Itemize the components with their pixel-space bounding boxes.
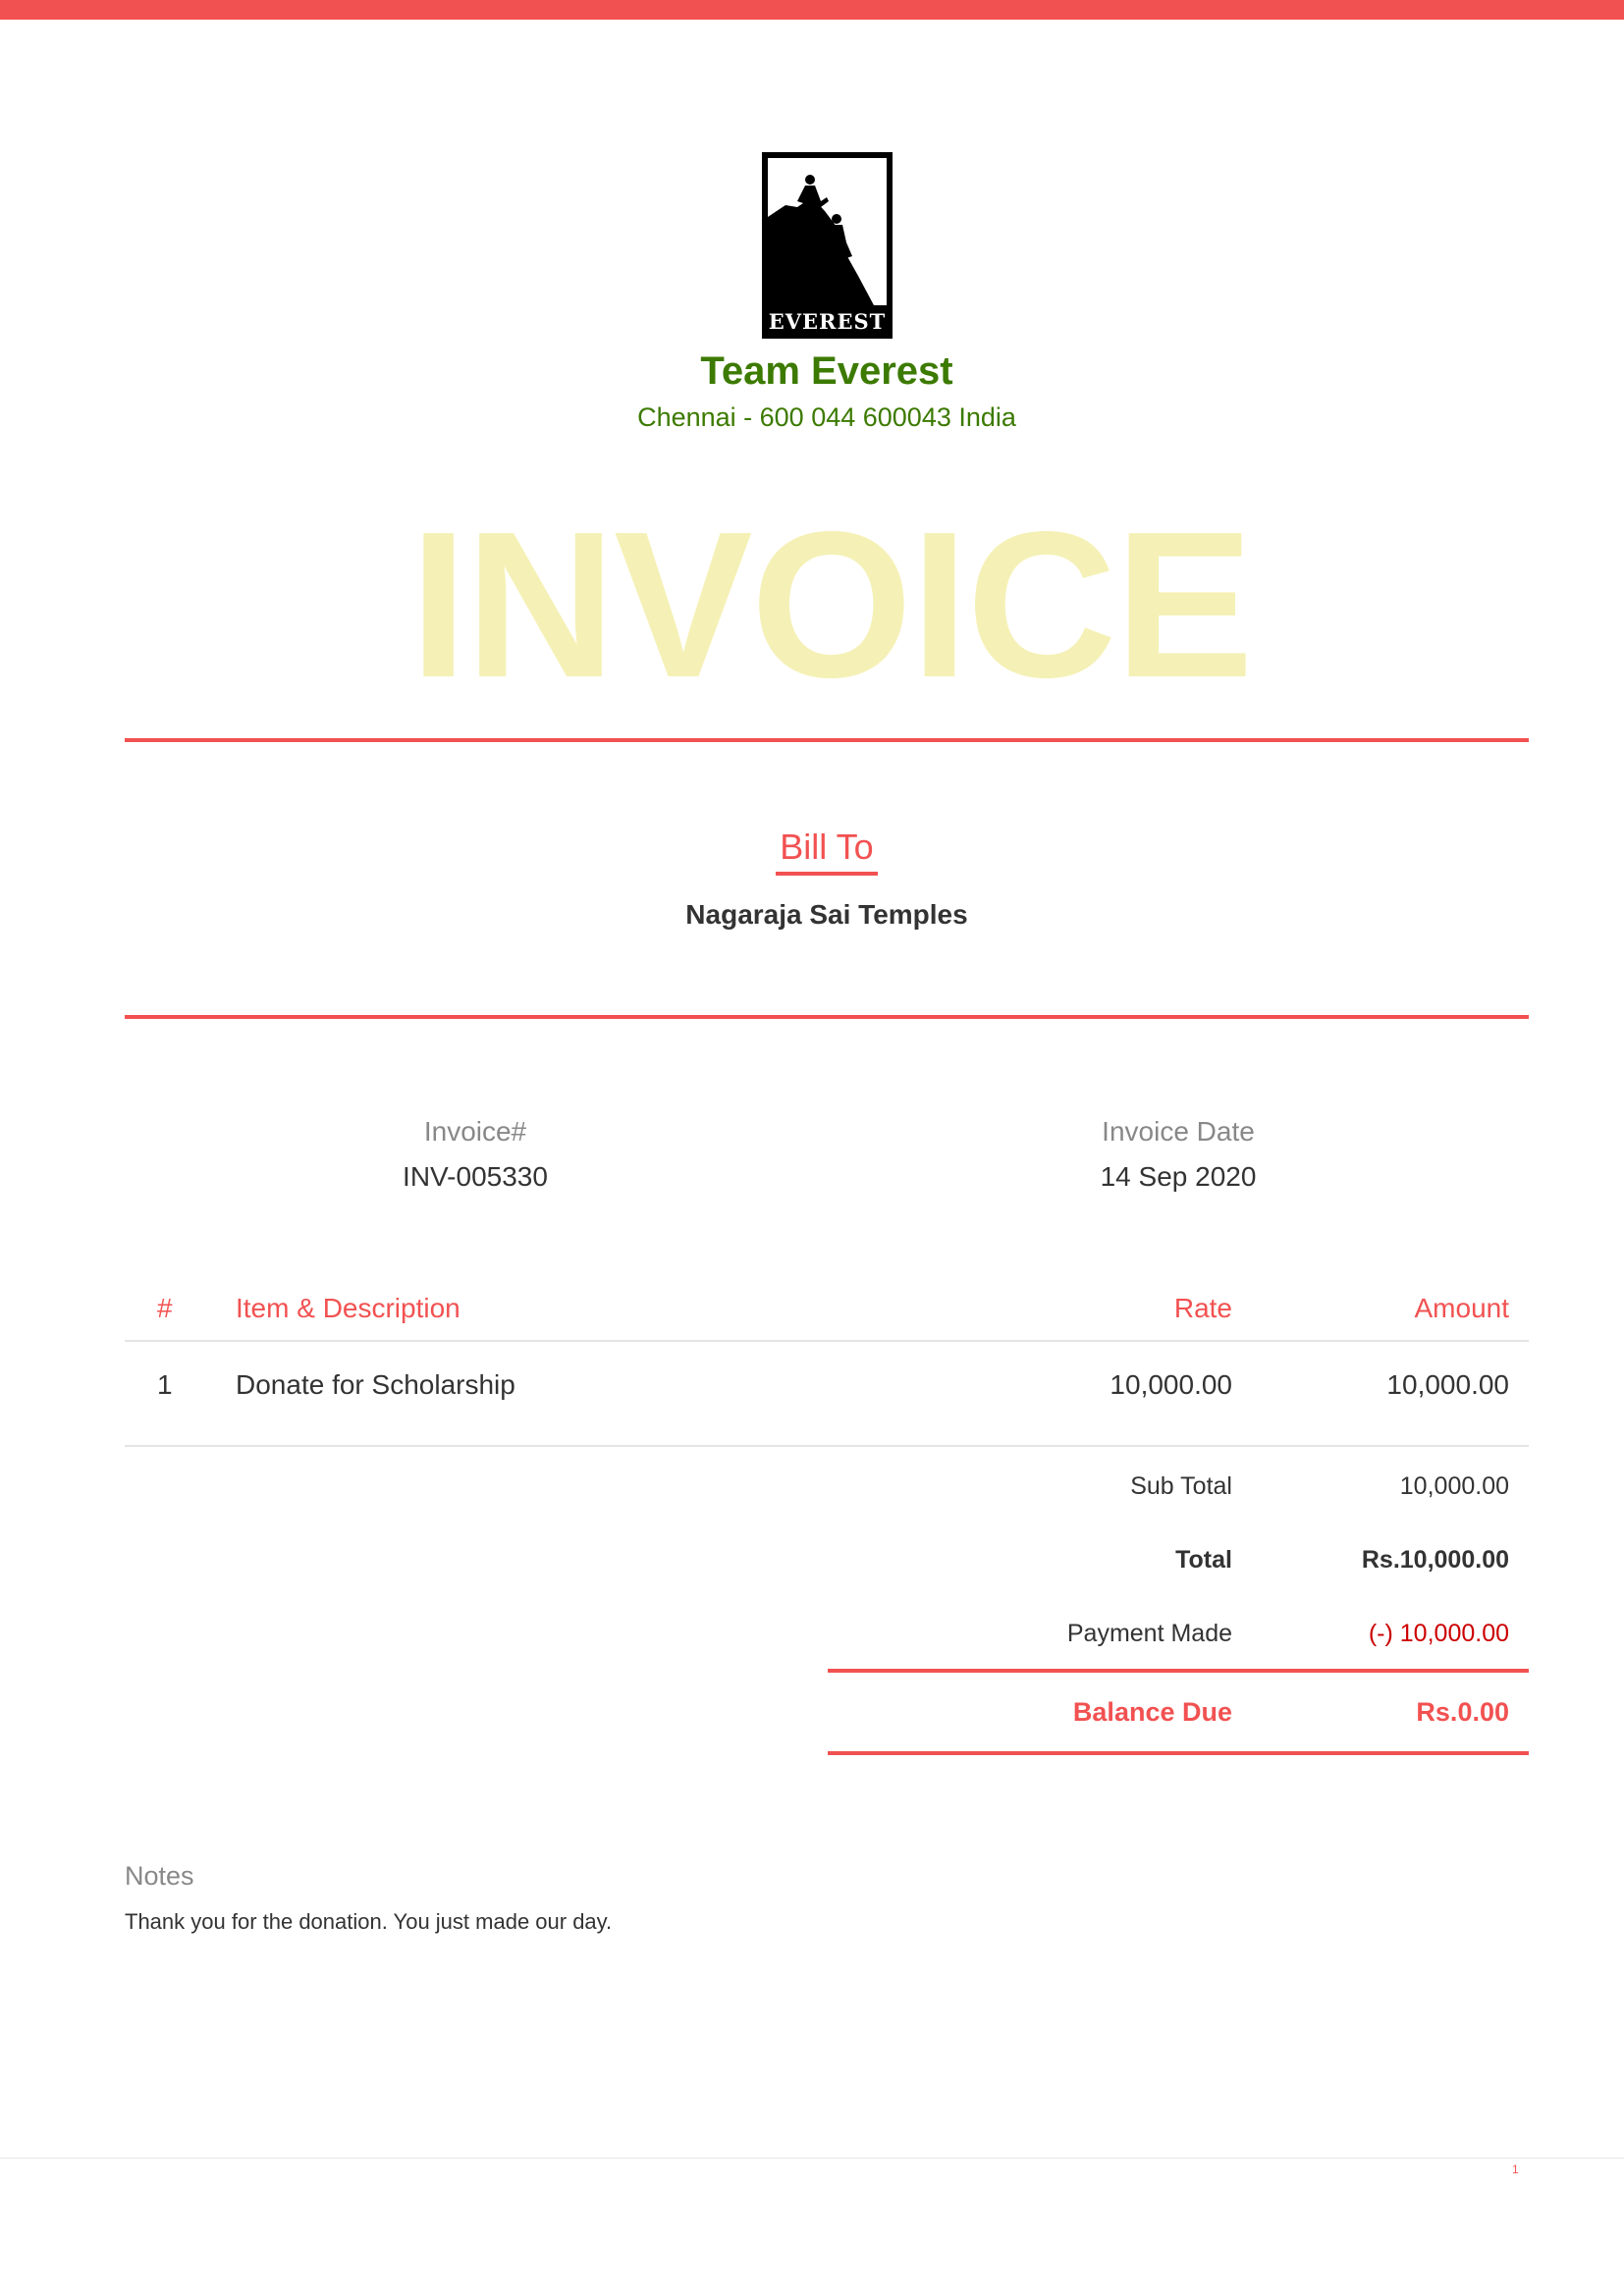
subtotal-label: Sub Total: [1130, 1472, 1232, 1500]
invoice-number: INV-005330: [403, 1161, 548, 1192]
invoice-date: 14 Sep 2020: [1100, 1161, 1257, 1192]
bill-to-label: Bill To: [776, 827, 878, 876]
total-value: Rs.10,000.00: [1361, 1546, 1509, 1574]
company-logo: [762, 152, 893, 339]
divider: [125, 738, 1529, 742]
page-number: 1: [1512, 2163, 1519, 2176]
column-header-number: #: [157, 1293, 173, 1323]
balance-due-label: Balance Due: [1072, 1697, 1232, 1727]
total-label: Total: [1175, 1546, 1232, 1574]
logo-text: EVEREST: [768, 309, 887, 334]
column-header-rate: Rate: [1173, 1293, 1232, 1323]
row-amount: 10,000.00: [1386, 1369, 1509, 1400]
row-rate: 10,000.00: [1110, 1369, 1232, 1400]
payment-made-label: Payment Made: [1066, 1620, 1232, 1647]
balance-due-value: Rs.0.00: [1416, 1697, 1509, 1727]
climbers-logo-icon: [768, 158, 887, 333]
row-item: Donate for Scholarship: [236, 1369, 515, 1400]
balance-divider-top: [828, 1669, 1529, 1673]
notes-label: Notes: [125, 1861, 194, 1891]
table-header-divider: [125, 1340, 1529, 1342]
notes-text: Thank you for the donation. You just made our day.: [125, 1909, 613, 1934]
company-name: Team Everest: [700, 349, 953, 393]
company-address: Chennai - 600 044 600043 India: [637, 402, 1016, 432]
footer-divider: [0, 2158, 1624, 2159]
subtotal-value: 10,000.00: [1399, 1472, 1509, 1500]
row-number: 1: [157, 1369, 173, 1400]
invoice-title: INVOICE: [409, 488, 1252, 721]
column-header-item: Item & Description: [236, 1293, 460, 1323]
invoice-number-label: Invoice#: [423, 1116, 527, 1147]
balance-divider-bottom: [828, 1751, 1529, 1755]
table-row-divider: [125, 1445, 1529, 1447]
bill-to-name: Nagaraja Sai Temples: [685, 899, 968, 930]
column-header-amount: Amount: [1414, 1293, 1509, 1323]
divider: [125, 1015, 1529, 1019]
top-accent-bar: [0, 0, 1624, 20]
invoice-date-label: Invoice Date: [1102, 1116, 1255, 1147]
payment-made-value: (-) 10,000.00: [1368, 1620, 1509, 1647]
